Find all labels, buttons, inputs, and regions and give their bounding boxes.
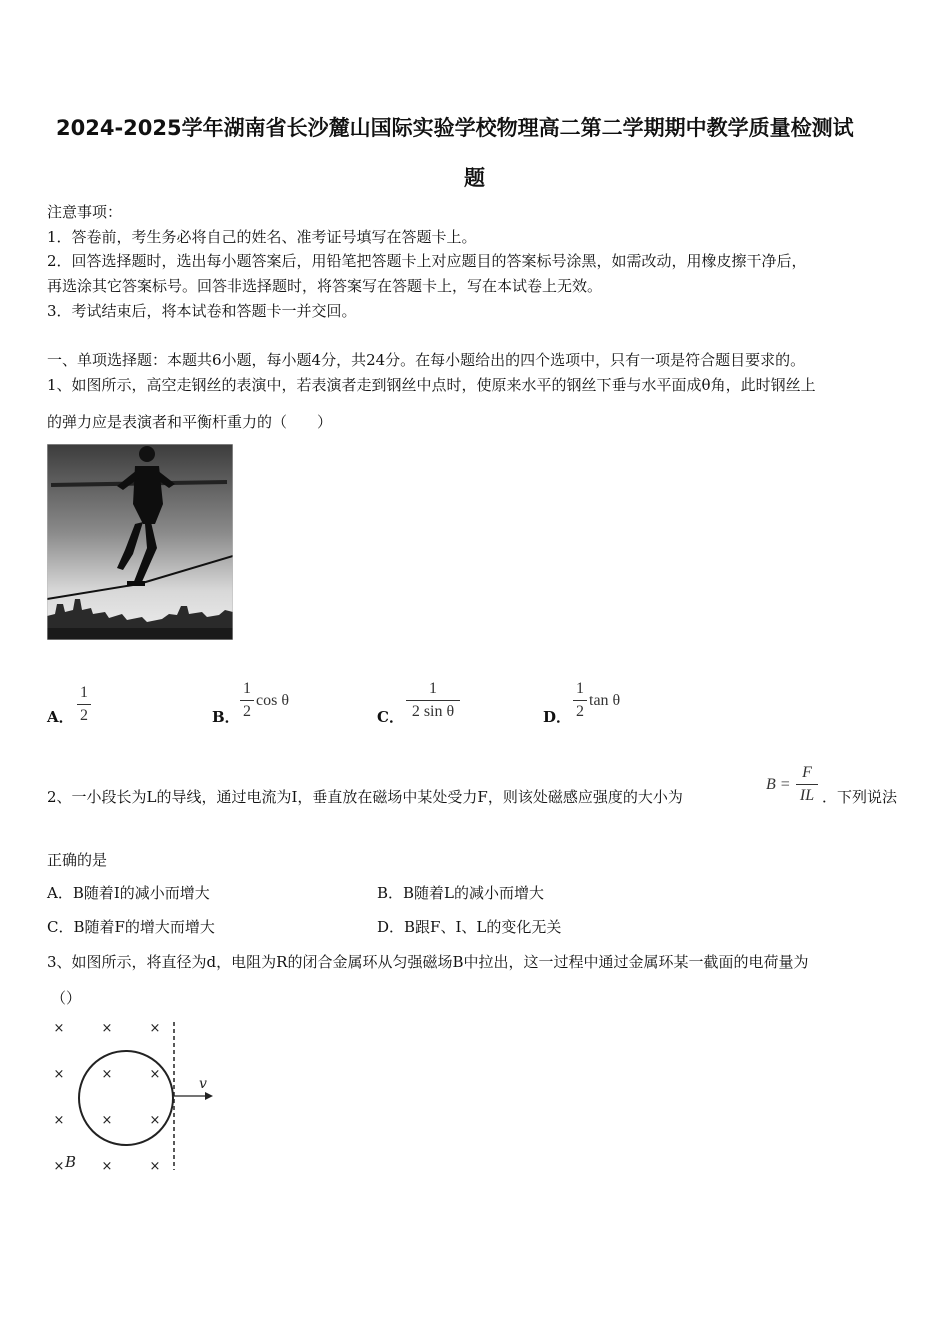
field-cross-mark: × — [149, 1067, 161, 1082]
q1-option-b-tail: cos θ — [256, 692, 289, 709]
fraction-denominator: 2 — [80, 707, 88, 724]
ring-in-magnetic-field-diagram — [47, 1016, 227, 1176]
field-cross-mark: × — [101, 1021, 113, 1036]
fraction-bar — [796, 784, 818, 785]
field-cross-mark: × — [101, 1113, 113, 1128]
field-cross-mark: × — [53, 1021, 65, 1036]
field-cross-mark: × — [53, 1159, 65, 1174]
q3-stem-line-1: 3、如图所示，将直径为d，电阻为R的闭合金属环从匀强磁场B中拉出，这一过程中通过金属环某一截面的电荷量为 — [47, 953, 809, 971]
fraction-bar — [240, 700, 254, 701]
metal-ring — [79, 1051, 173, 1145]
field-cross-mark: × — [53, 1067, 65, 1082]
q2-option-a: A．B随着I的减小而增大 — [47, 884, 210, 902]
field-cross-mark: × — [101, 1159, 113, 1174]
field-cross-mark: × — [149, 1113, 161, 1128]
fraction-bar — [406, 700, 460, 701]
velocity-label: v — [199, 1076, 207, 1092]
q1-option-d-tail: tan θ — [589, 692, 621, 709]
q1-option-c-fraction — [406, 680, 460, 721]
q2-stem-line-2: 正确的是 — [47, 851, 108, 869]
q2-stem-line-1-tail: ．下列说法 — [822, 788, 898, 806]
fraction-denominator: 2 sin θ — [411, 703, 455, 720]
q1-option-d-fraction — [573, 680, 587, 721]
q1-stem-line-2: 的弹力应是表演者和平衡杆重力的（ ） — [47, 413, 333, 431]
notes-item: 2．回答选择题时，选出每小题答案后，用铅笔把答题卡上对应题目的答案标号涂黑，如需改动，用橡皮擦干净后， — [47, 252, 807, 270]
q2-stem-line-1: 2、一小段长为L的导线，通过电流为I，垂直放在磁场中某处受力F，则该处磁感应强度的大小为 — [47, 788, 683, 806]
q2-option-c: C．B随着F的增大而增大 — [47, 918, 215, 936]
fraction-numerator: F — [802, 764, 812, 781]
fraction-numerator: 1 — [576, 680, 584, 697]
tightrope-walker-photo — [47, 444, 233, 640]
section-heading: 一、单项选择题：本题共6小题，每小题4分，共24分。在每小题给出的四个选项中，只有一项是符合题目要求的。 — [47, 351, 806, 369]
notes-item: 再选涂其它答案标号。回答非选择题时，将答案写在答题卡上，写在本试卷上无效。 — [47, 277, 603, 295]
q2-formula-fraction — [796, 764, 818, 805]
q1-stem-line-1: 1、如图所示，高空走钢丝的表演中，若表演者走到钢丝中点时，使原来水平的钢丝下垂与水平面成θ角，此时钢丝上 — [47, 376, 816, 394]
q1-option-d-label: D． — [543, 708, 572, 726]
fraction-denominator: 2 — [576, 703, 584, 720]
fraction-bar — [77, 704, 91, 705]
velocity-arrowhead — [205, 1092, 213, 1100]
fraction-numerator: 1 — [80, 684, 88, 701]
q1-option-b-label: B． — [212, 708, 240, 726]
fraction-numerator: 1 — [243, 680, 251, 697]
field-cross-mark: × — [53, 1113, 65, 1128]
notes-item: 3．考试结束后，将本试卷和答题卡一并交回。 — [47, 302, 357, 320]
q1-option-a-label: A． — [47, 708, 74, 726]
q1-option-a-fraction — [77, 684, 91, 725]
field-cross-mark: × — [149, 1021, 161, 1036]
title-line-2: 题 — [464, 166, 485, 190]
q1-option-c-label: C． — [377, 708, 404, 726]
title-line-1: 2024-2025学年湖南省长沙麓山国际实验学校物理高二第二学期期中教学质量检测试 — [56, 116, 854, 140]
fraction-bar — [573, 700, 587, 701]
field-cross-mark: × — [149, 1159, 161, 1174]
notes-heading: 注意事项： — [47, 203, 123, 221]
field-cross-mark: × — [101, 1067, 113, 1082]
fraction-numerator: 1 — [429, 680, 437, 697]
notes-item: 1．答卷前，考生务必将自己的姓名、准考证号填写在答题卡上。 — [47, 228, 477, 246]
q3-stem-line-2: （） — [51, 989, 82, 1007]
q2-option-d: D．B跟F、I、L的变化无关 — [377, 918, 562, 936]
fraction-denominator: 2 — [243, 703, 251, 720]
field-label: B — [65, 1153, 77, 1171]
fraction-denominator: IL — [799, 787, 815, 804]
q1-option-b-fraction — [240, 680, 254, 721]
q2-option-b: B．B随着L的减小而增大 — [377, 884, 545, 902]
q2-formula-lhs: B = — [766, 776, 791, 793]
